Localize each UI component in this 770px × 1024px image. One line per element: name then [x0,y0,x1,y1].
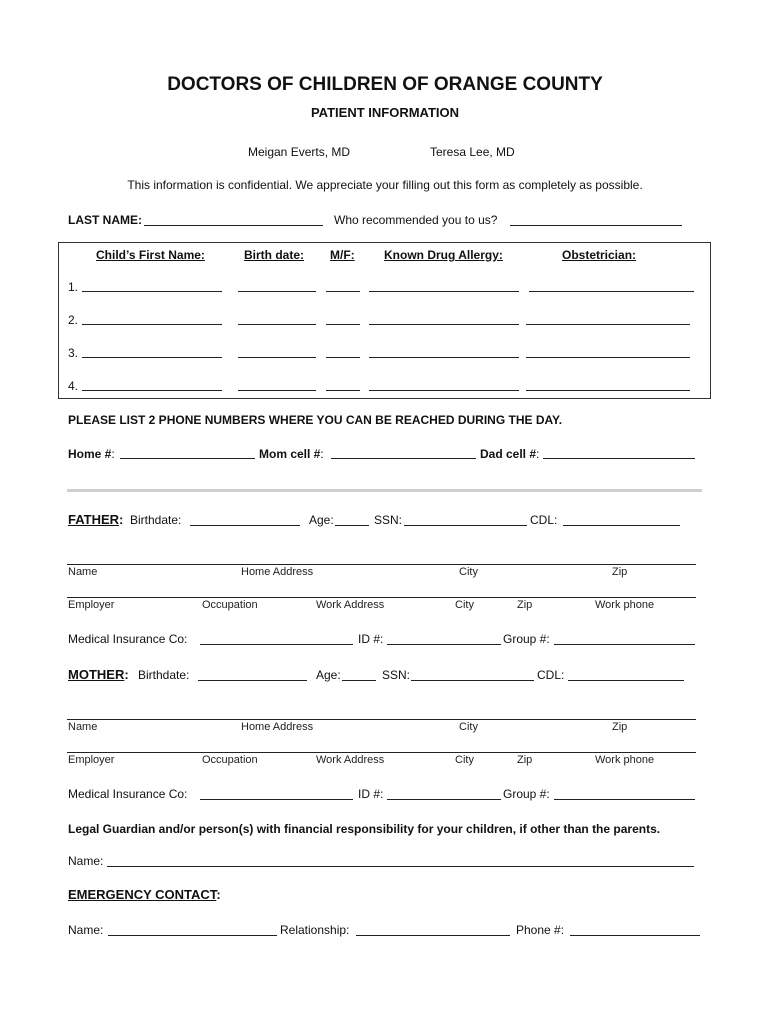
mother-cdl-field[interactable] [568,680,684,681]
mother-address-field[interactable] [67,719,696,720]
mother-insurance-label: Medical Insurance Co: [68,787,188,801]
colon: : [111,447,115,461]
work-phone-caption: Work phone [595,754,655,766]
emergency-relationship-field[interactable] [356,935,510,936]
father-ssn-field[interactable] [404,525,527,526]
child-name-field[interactable] [82,324,222,325]
work-address-caption: Work Address [316,599,385,611]
occupation-caption: Occupation [202,754,258,766]
child-allergy-field[interactable] [369,324,519,325]
emergency-name-field[interactable] [108,935,277,936]
father-cdl-label: CDL: [530,513,558,527]
father-ssn-label: SSN: [374,513,403,527]
mother-group-label: Group #: [503,787,550,801]
child-row-number: 4. [68,379,79,393]
form-subtitle: PATIENT INFORMATION [310,105,460,120]
recommended-label: Who recommended you to us? [334,213,498,227]
emergency-phone-label: Phone #: [516,923,565,937]
child-gender-field[interactable] [326,324,360,325]
gender-header: M/F: [330,248,355,262]
child-allergy-field[interactable] [369,357,519,358]
guardian-instruction: Legal Guardian and/or person(s) with financial responsibility for your children, if other than the parents. [68,822,661,836]
mother-cdl-label: CDL: [537,668,565,682]
confidential-notice: This information is confidential. We appreciate your filling out this form as completely as possible. [127,178,643,192]
child-gender-field[interactable] [326,390,360,391]
father-birthdate-label: Birthdate: [130,513,182,527]
drug-allergy-header: Known Drug Allergy: [384,248,503,262]
last-name-field[interactable] [144,225,323,226]
father-insurance-field[interactable] [200,644,353,645]
children-table [58,242,711,399]
mother-age-field[interactable] [342,680,376,681]
work-address-caption: Work Address [316,754,385,766]
recommended-field[interactable] [510,225,682,226]
zip-caption: Zip [517,599,533,611]
father-cdl-field[interactable] [563,525,680,526]
emergency-name-label: Name: [68,923,104,937]
father-address-field[interactable] [67,564,696,565]
child-allergy-field[interactable] [369,291,519,292]
name-caption: Name [68,566,98,578]
emergency-contact-heading: EMERGENCY CONTACT [68,887,217,902]
father-age-label: Age: [309,513,334,527]
section-divider [67,489,702,492]
home-address-caption: Home Address [241,566,314,578]
father-birthdate-field[interactable] [190,525,300,526]
city-caption: City [455,754,474,766]
home-address-caption: Home Address [241,721,314,733]
mother-group-field[interactable] [554,799,695,800]
doctor-name: Meigan Everts, MD [248,145,351,159]
child-obstetrician-field[interactable] [526,357,690,358]
colon: : [536,447,540,461]
colon: : [124,667,129,682]
employer-caption: Employer [68,754,115,766]
employer-caption: Employer [68,599,115,611]
colon: : [320,447,324,461]
father-group-field[interactable] [554,644,695,645]
mother-age-label: Age: [316,668,341,682]
name-caption: Name [68,721,98,733]
city-caption: City [459,566,478,578]
emergency-phone-field[interactable] [570,935,700,936]
colon: : [216,887,221,902]
mother-id-field[interactable] [387,799,501,800]
doctor-name: Teresa Lee, MD [430,145,515,159]
mother-birthdate-field[interactable] [198,680,307,681]
phone-instruction: PLEASE LIST 2 PHONE NUMBERS WHERE YOU CAN BE REACHED DURING THE DAY. [68,413,563,427]
work-phone-caption: Work phone [595,599,655,611]
dad-cell-label: Dad cell # [480,447,537,461]
father-age-field[interactable] [335,525,369,526]
city-caption: City [455,599,474,611]
father-insurance-label: Medical Insurance Co: [68,632,188,646]
mom-cell-label: Mom cell # [259,447,321,461]
birth-date-header: Birth date: [244,248,304,262]
mom-cell-field[interactable] [331,458,476,459]
child-birthdate-field[interactable] [238,390,316,391]
child-name-header: Child’s First Name: [96,248,205,262]
mother-ssn-field[interactable] [411,680,534,681]
emergency-relationship-label: Relationship: [280,923,350,937]
mother-heading: MOTHER [68,667,125,682]
city-caption: City [459,721,478,733]
father-id-label: ID #: [358,632,384,646]
zip-caption: Zip [612,566,628,578]
mother-ssn-label: SSN: [382,668,411,682]
father-id-field[interactable] [387,644,501,645]
child-obstetrician-field[interactable] [526,324,690,325]
form-title: DOCTORS OF CHILDREN OF ORANGE COUNTY [167,74,603,95]
father-heading: FATHER [68,512,120,527]
child-allergy-field[interactable] [369,390,519,391]
mother-birthdate-label: Birthdate: [138,668,190,682]
zip-caption: Zip [612,721,628,733]
child-gender-field[interactable] [326,357,360,358]
child-obstetrician-field[interactable] [526,390,690,391]
mother-employer-field[interactable] [67,752,696,753]
child-name-field[interactable] [82,291,222,292]
child-obstetrician-field[interactable] [529,291,694,292]
colon: : [119,512,124,527]
guardian-name-field[interactable] [107,866,694,867]
child-row-number: 3. [68,346,79,360]
father-group-label: Group #: [503,632,550,646]
guardian-name-label: Name: [68,854,104,868]
occupation-caption: Occupation [202,599,258,611]
zip-caption: Zip [517,754,533,766]
child-birthdate-field[interactable] [238,291,316,292]
child-row-number: 1. [68,280,79,294]
dad-cell-field[interactable] [543,458,695,459]
home-phone-field[interactable] [120,458,255,459]
mother-id-label: ID #: [358,787,384,801]
child-name-field[interactable] [82,390,222,391]
child-row-number: 2. [68,313,79,327]
mother-insurance-field[interactable] [200,799,353,800]
home-phone-label: Home # [68,447,112,461]
last-name-label: LAST NAME: [68,213,142,227]
child-name-field[interactable] [82,357,222,358]
child-birthdate-field[interactable] [238,324,316,325]
child-birthdate-field[interactable] [238,357,316,358]
obstetrician-header: Obstetrician: [562,248,637,262]
child-gender-field[interactable] [326,291,360,292]
father-employer-field[interactable] [67,597,696,598]
